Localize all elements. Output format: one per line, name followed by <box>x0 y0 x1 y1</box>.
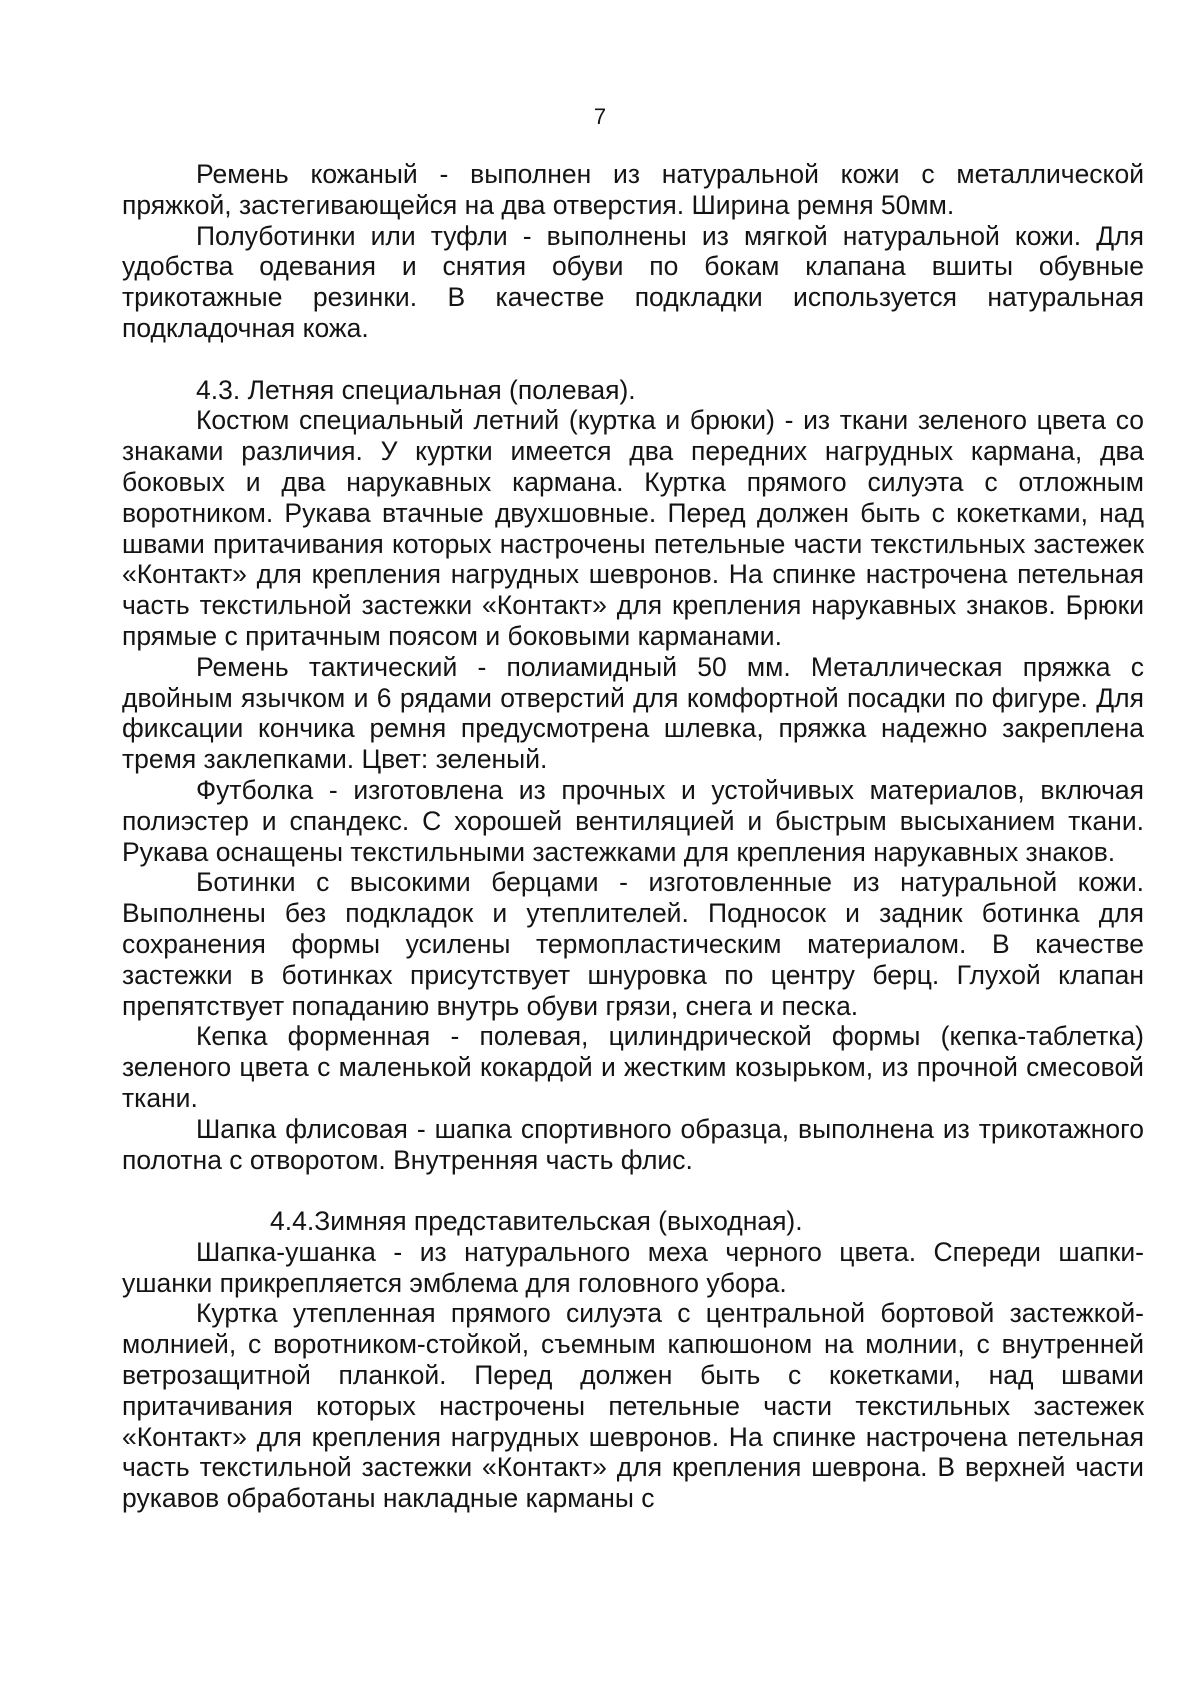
paragraph-insulated-jacket: Куртка утепленная прямого силуэта с центральной бортовой застежкой-молнией, с воротником-стойкой, съемным капюшоном на молнии, с внутренней ветрозащитной планкой. Перед должен быть с кокетками, над швами притачивания которых настрочены петельные части текстильных застежек «Контакт» для крепления нагрудных шевронов. На спинке настрочена петельная часть текстильной застежки «Контакт» для крепления шеврона. В верхней части рукавов обработаны накладные карманы с <box>122 1298 1144 1514</box>
section-heading-number: 4.4. <box>270 1206 315 1237</box>
paragraph-fleece-hat: Шапка флисовая - шапка спортивного образца, выполнена из трикотажного полотна с отворотом. Внутренняя часть флис. <box>122 1113 1144 1175</box>
paragraph-low-shoes: Полуботинки или туфли - выполнены из мягкой натуральной кожи. Для удобства одевания и снятия обуви по бокам клапана вшиты обувные трикотажные резинки. В качестве подкладки используется натуральная подкладочная кожа. <box>122 220 1144 343</box>
paragraph-fur-hat: Шапка-ушанка - из натурального меха черного цвета. Спереди шапки-ушанки прикрепляется эмблема для головного убора. <box>122 1236 1144 1298</box>
paragraph-leather-belt: Ремень кожаный - выполнен из натуральной кожи с металлической пряжкой, застегивающейся на два отверстия. Ширина ремня 50мм. <box>122 159 1144 220</box>
document-body <box>122 159 1144 1514</box>
page-number: 7 <box>593 104 607 129</box>
paragraph-summer-suit: Костюм специальный летний (куртка и брюки) - из ткани зеленого цвета со знаками различия. У куртки имеется два передних нагрудных кармана, два боковых и два нарукавных кармана. Куртка прямого силуэта с отложным воротником. Рукава втачные двухшовные. Перед должен быть с кокетками, над швами притачивания которых настрочены петельные части текстильных застежек «Контакт» для крепления нагрудных шевронов. На спинке настрочена петельная часть текстильной застежки «Контакт» для крепления нарукавных знаков. Брюки прямые с притачным поясом и боковыми карманами. <box>122 405 1144 651</box>
paragraph-field-cap: Кепка форменная - полевая, цилиндрической формы (кепка-таблетка) зеленого цвета с маленькой кокардой и жестким козырьком, из прочной смесовой ткани. <box>122 1021 1144 1113</box>
section-heading-4-3: 4.3. Летняя специальная (полевая). <box>196 374 636 405</box>
paragraph-high-boots: Ботинки с высокими берцами - изготовленные из натуральной кожи. Выполнены без подкладок и утеплителей. Подносок и задник ботинка для сохранения формы усилены термопластическим материалом. В качестве застежки в ботинках присутствует шнуровка по центру берц. Глухой клапан препятствует попаданию внутрь обуви грязи, снега и песка. <box>122 867 1144 1021</box>
paragraph-tactical-belt: Ремень тактический - полиамидный 50 мм. Металлическая пряжка с двойным язычком и 6 рядами отверстий для комфортной посадки по фигуре. Для фиксации кончика ремня предусмотрена шлевка, пряжка надежно закреплена тремя заклепками. Цвет: зеленый. <box>122 651 1144 775</box>
paragraph-gap <box>122 1175 1144 1206</box>
paragraph-t-shirt: Футболка - изготовлена из прочных и устойчивых материалов, включая полиэстер и спандекс. С хорошей вентиляцией и быстрым высыханием ткани. Рукава оснащены текстильными застежками для крепления нарукавных знаков. <box>122 774 1144 867</box>
section-heading-text: Зимняя представительская (выходная). <box>314 1206 803 1237</box>
paragraph-gap <box>122 344 1144 375</box>
section-heading-4-4 <box>122 1206 1144 1237</box>
